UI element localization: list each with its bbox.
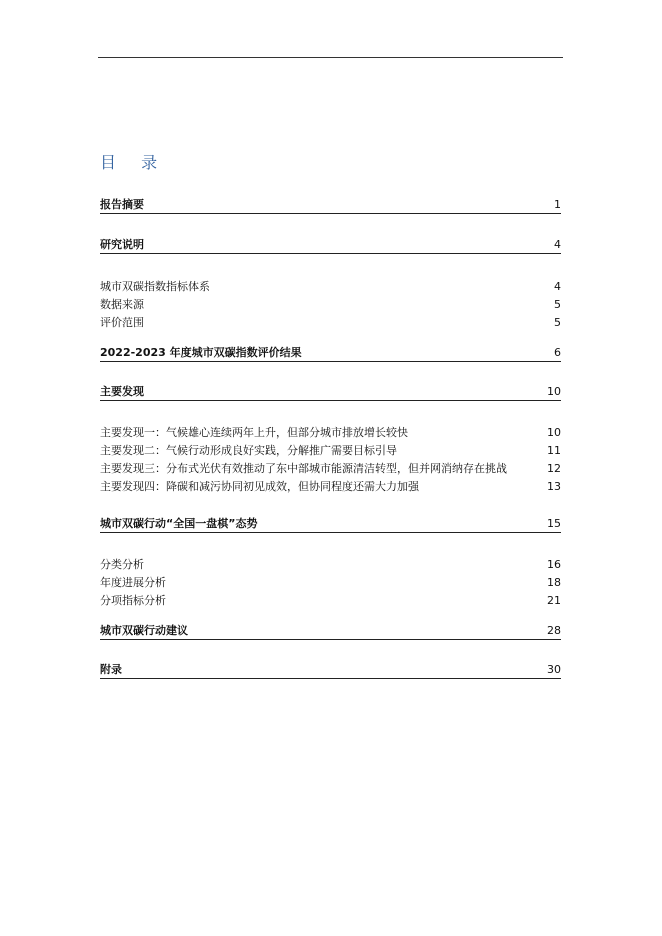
toc-entry-page: 10 [547,385,561,398]
toc-entry-recommendations[interactable] [100,623,561,640]
toc-entry-label: 城市双碳行动建议 [100,624,188,637]
toc-entry-summary[interactable] [100,197,561,214]
toc-entry-page: 12 [547,462,561,475]
toc-entry-label: 报告摘要 [100,198,144,211]
header-rule [98,57,563,58]
toc-entry-data-source[interactable] [100,294,561,312]
toc-entry-label: 分类分析 [100,558,144,571]
toc-entry-label: 年度进展分析 [100,576,166,589]
toc-entry-finding-2[interactable] [100,440,561,458]
toc-entry-label: 主要发现 [100,385,144,398]
toc-entry-page: 5 [554,298,561,311]
toc-entry-page: 1 [554,198,561,211]
toc-entry-label: 数据来源 [100,298,144,311]
toc-entry-page: 18 [547,576,561,589]
toc-entry-label: 主要发现四：降碳和减污协同初见成效，但协同程度还需大力加强 [100,480,419,493]
toc-entry-indicator-system[interactable] [100,276,561,294]
toc-entry-page: 28 [547,624,561,637]
toc-entry-label: 主要发现二：气候行动形成良好实践，分解推广需要目标引导 [100,444,397,457]
toc-entry-page: 13 [547,480,561,493]
toc-entry-page: 21 [547,594,561,607]
toc-entry-page: 5 [554,316,561,329]
toc-entry-appendix[interactable] [100,662,561,679]
table-of-contents [100,197,561,679]
toc-entry-scope[interactable] [100,312,561,330]
toc-entry-label: 城市双碳指数指标体系 [100,280,210,293]
toc-entry-label: 主要发现一：气候雄心连续两年上升，但部分城市排放增长较快 [100,426,408,439]
toc-entry-label: 研究说明 [100,238,144,251]
toc-entry-finding-1[interactable] [100,422,561,440]
toc-entry-page: 6 [554,346,561,359]
toc-entry-finding-4[interactable] [100,476,561,494]
toc-entry-page: 16 [547,558,561,571]
toc-entry-label: 城市双碳行动“全国一盘棋”态势 [100,517,258,530]
toc-entry-national-action[interactable] [100,516,561,533]
toc-entry-page: 30 [547,663,561,676]
toc-entry-label: 评价范围 [100,316,144,329]
toc-entry-page: 11 [547,444,561,457]
toc-entry-annual-progress[interactable] [100,572,561,590]
toc-entry-label: 分项指标分析 [100,594,166,607]
toc-entry-page: 4 [554,280,561,293]
toc-entry-indicator-analysis[interactable] [100,590,561,608]
toc-title: 目 录 [100,153,168,172]
toc-entry-research-notes[interactable] [100,237,561,254]
toc-entry-key-findings[interactable] [100,384,561,401]
toc-entry-label: 主要发现三：分布式光伏有效推动了东中部城市能源清洁转型，但并网消纳存在挑战 [100,462,507,475]
toc-entry-label: 附录 [100,663,122,676]
toc-entry-label: 2022-2023 年度城市双碳指数评价结果 [100,346,302,359]
toc-entry-results[interactable] [100,345,561,362]
toc-entry-page: 10 [547,426,561,439]
toc-entry-page: 15 [547,517,561,530]
toc-entry-category-analysis[interactable] [100,554,561,572]
toc-entry-page: 4 [554,238,561,251]
toc-entry-finding-3[interactable] [100,458,561,476]
